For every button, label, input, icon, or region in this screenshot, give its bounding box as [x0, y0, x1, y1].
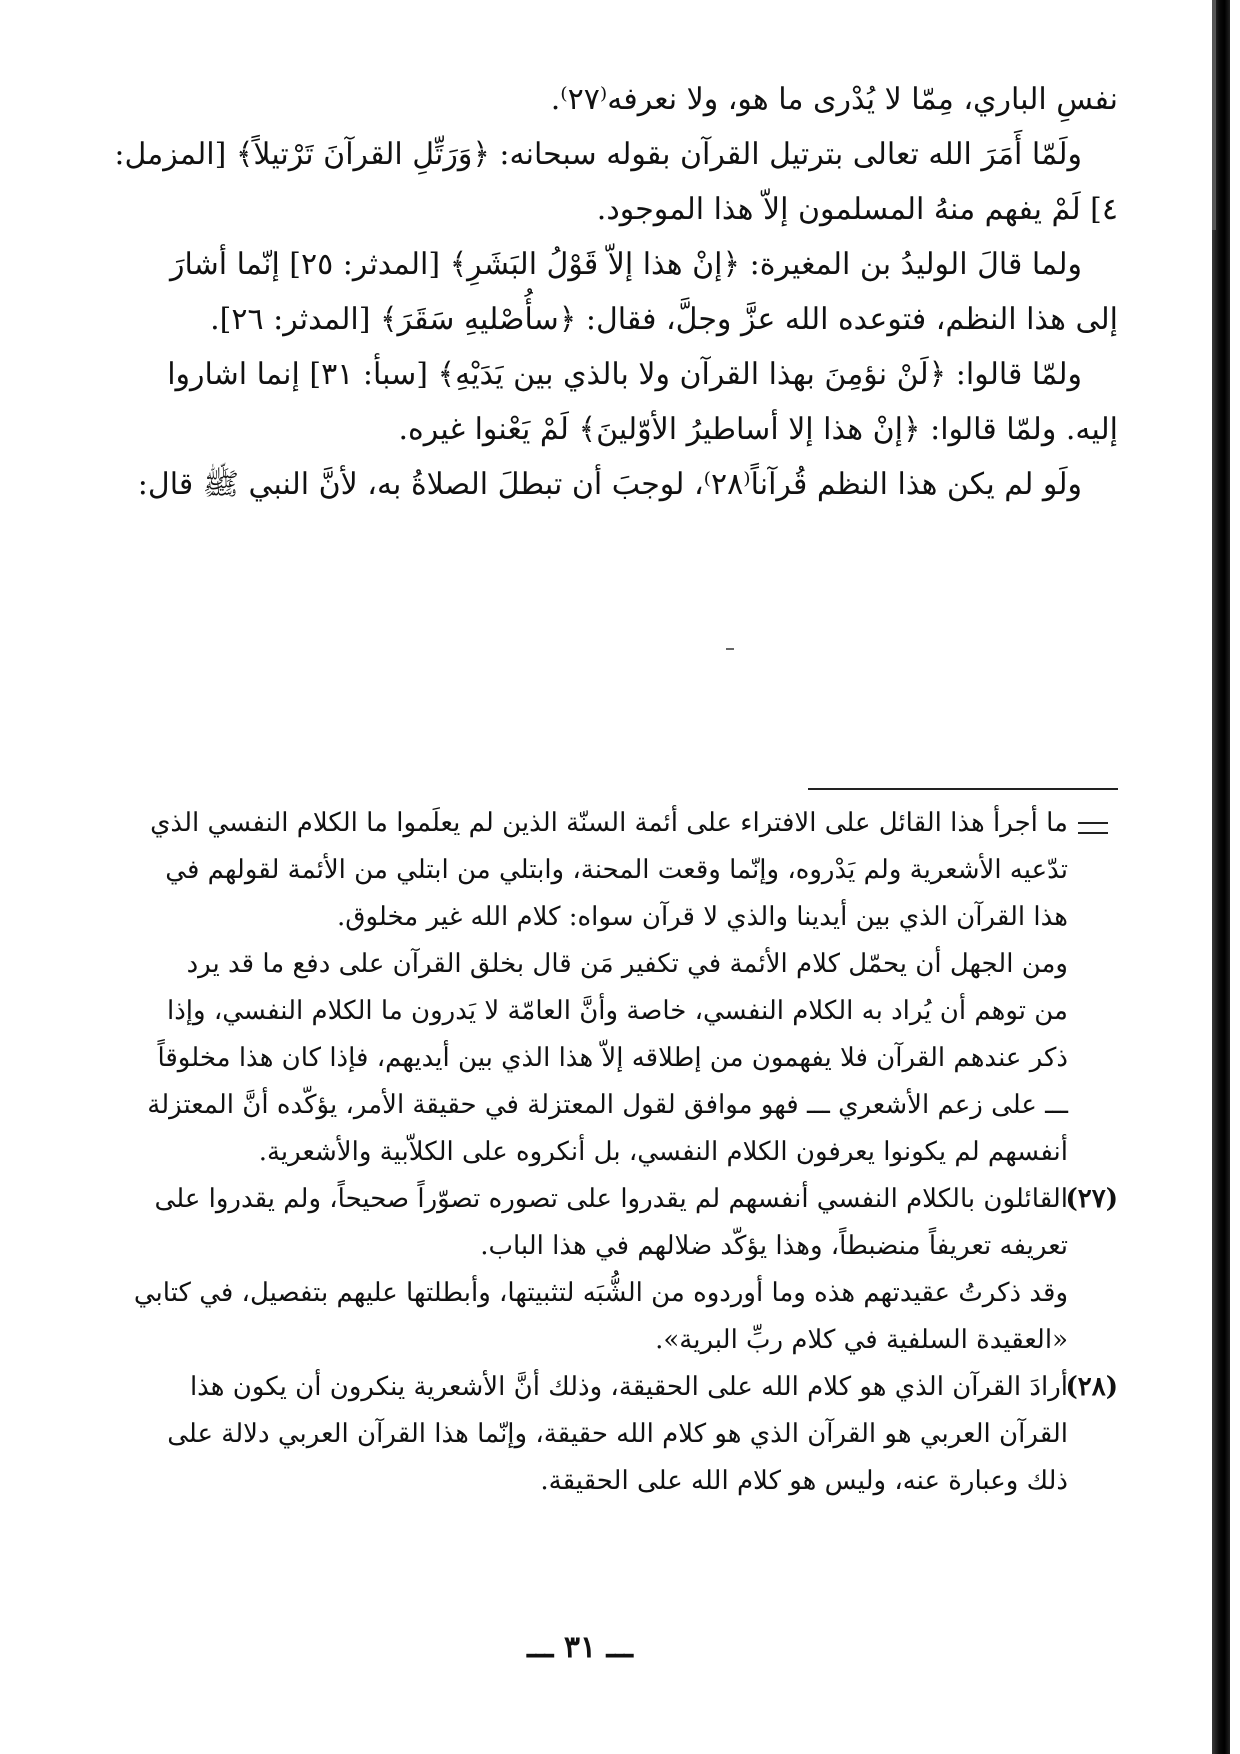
- footnote-line: [118, 1176, 1118, 1223]
- footnote-divider: [808, 788, 1118, 790]
- footnotes-section: [118, 800, 1118, 1505]
- body-line: ولَمّا أَمَرَ الله تعالى بترتيل القرآن بقوله سبحانه: ﴿وَرَتِّلِ القرآنَ تَرْتيلاً﴾ [المزمل:: [114, 137, 1082, 172]
- footnote-text: القائلون بالكلام النفسي أنفسهم لم يقدروا على تصوره تصوّراً صحيحاً، ولم يقدروا على: [154, 1184, 1068, 1214]
- footnote-28: [118, 1364, 1118, 1505]
- footnote-27: [118, 1176, 1118, 1364]
- body-line: إليه. ولمّا قالوا: ﴿إنْ هذا إلا أساطيرُ الأوّلينَ﴾ لَمْ يَعْنوا غيره.: [398, 412, 1118, 447]
- footnote-text: أرادَ القرآن الذي هو كلام الله على الحقيقة، وذلك أنَّ الأشعرية ينكرون أن يكون هذا: [189, 1372, 1068, 1402]
- footnote-line: هذا القرآن الذي بين أيدينا والذي لا قرآن سواه: كلام الله غير مخلوق.: [337, 902, 1068, 932]
- footnote-line: «العقيدة السلفية في كلام ربِّ البرية».: [655, 1325, 1068, 1355]
- footnote-line: من توهم أن يُراد به الكلام النفسي، خاصة وأنَّ العامّة لا يَدرون ما الكلام النفسي، وإذا: [167, 996, 1068, 1026]
- main-text: [114, 72, 1118, 512]
- footnote-number: (٢٧): [1065, 1184, 1118, 1214]
- footnote-continuation: [118, 800, 1118, 1176]
- footnote-line: تدّعيه الأشعرية ولم يَدْروه، وإنّما وقعت المحنة، وابتلي من ابتلي من الأئمة لقولهم في: [165, 855, 1068, 885]
- footnote-line: ذكر عندهم القرآن فلا يفهمون من إطلاقه إلاّ هذا الذي بين أيديهم، فإذا كان هذا مخلوقاً: [157, 1043, 1068, 1073]
- footnote-line: ـــ على زعم الأشعري ـــ فهو موافق لقول المعتزلة في حقيقة الأمر، يؤكّده أنَّ المعتزلة: [147, 1090, 1068, 1120]
- body-line: ولمّا قالوا: ﴿لَنْ نؤمِنَ بهذا القرآن ولا بالذي بين يَدَيْهِ﴾ [سبأ: ٣١] إنما اشاروا: [167, 357, 1082, 392]
- footnote-line: وقد ذكرتُ عقيدتهم هذه وما أوردوه من الشُّبَه لتثبيتها، وأبطلتها عليهم بتفصيل، في كتابي: [133, 1278, 1068, 1308]
- footnote-line: القرآن العربي هو القرآن الذي هو كلام الله حقيقة، وإنّما هذا القرآن العربي دلالة على: [167, 1419, 1068, 1449]
- body-line: ولما قالَ الوليدُ بن المغيرة: ﴿إنْ هذا إلاّ قَوْلُ البَشَرِ﴾ [المدثر: ٢٥] إنّما أشارَ: [169, 247, 1082, 282]
- body-line: ٤] لَمْ يفهم منهُ المسلمون إلاّ هذا الموجود.: [596, 192, 1118, 227]
- body-line: إلى هذا النظم، فتوعده الله عزَّ وجلَّ، فقال: ﴿سأُصْليهِ سَقَرَ﴾ [المدثر: ٢٦].: [210, 302, 1118, 337]
- body-line: ولَو لم يكن هذا النظم قُرآناً⁽٢٨⁾، لوجبَ أن تبطلَ الصلاةُ به، لأنَّ النبي ﷺ قال:: [137, 467, 1082, 502]
- footnote-number: (٢٨): [1065, 1372, 1118, 1402]
- footnote-line: ما أجرأ هذا القائل على الافتراء على أئمة السنّة الذين لم يعلَموا ما الكلام النفسي الذي: [150, 808, 1068, 838]
- footnote-line: أنفسهم لم يكونوا يعرفون الكلام النفسي، بل أنكروه على الكلاّبية والأشعرية.: [258, 1137, 1068, 1167]
- scan-speck: [726, 648, 734, 650]
- page-number: ـــ ٣١ ـــ: [527, 1630, 633, 1665]
- body-line: نفسِ الباري، مِمّا لا يُدْرى ما هو، ولا نعرفه⁽٢٧⁾.: [550, 82, 1118, 117]
- footnote-line: تعريفه تعريفاً منضبطاً، وهذا يؤكّد ضلالهم في هذا الباب.: [480, 1231, 1068, 1261]
- scan-edge-shadow: [1212, 0, 1216, 230]
- footnote-line: ومن الجهل أن يحمّل كلام الأئمة في تكفير مَن قال بخلق القرآن على دفع ما قد يرد: [186, 949, 1068, 979]
- footnote-line: [118, 1364, 1118, 1411]
- footnote-line: ذلك وعبارة عنه، وليس هو كلام الله على الحقيقة.: [540, 1466, 1068, 1496]
- scan-binding-edge: [1212, 0, 1230, 1754]
